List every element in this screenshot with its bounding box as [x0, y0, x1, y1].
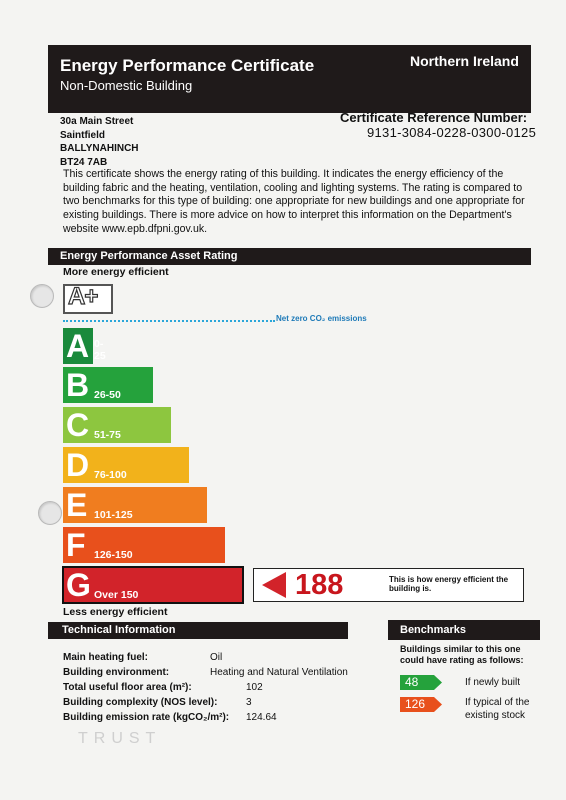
- benchmark-label: If newly built: [465, 677, 521, 688]
- band-range: 101-125: [94, 509, 133, 521]
- band-range: 51-75: [94, 429, 121, 441]
- building-address: [60, 115, 139, 169]
- technical-value: Heating and Natural Ventilation: [210, 667, 348, 678]
- technical-label: Total useful floor area (m²):: [63, 682, 192, 693]
- technical-label: Building environment:: [63, 667, 170, 678]
- address-line: BALLYNAHINCH: [60, 143, 139, 154]
- benchmark-label: If typical of the existing stock: [465, 697, 530, 721]
- band-a: [63, 328, 106, 364]
- band-letter: B: [66, 367, 90, 403]
- band-f: [63, 527, 225, 563]
- benchmark-new-chip: [400, 675, 442, 690]
- region-label: Northern Ireland: [410, 53, 519, 69]
- technical-value: 3: [246, 697, 252, 708]
- benchmarks-section-header: Benchmarks: [388, 620, 540, 640]
- aplus-label: A+: [68, 283, 98, 310]
- band-g: [63, 567, 243, 603]
- rating-section-header: Energy Performance Asset Rating: [48, 248, 531, 265]
- band-letter: C: [66, 407, 90, 443]
- more-efficient-label: More energy efficient: [63, 266, 169, 278]
- band-e: [63, 487, 207, 523]
- band-range: 0-25: [94, 338, 106, 362]
- reference-number: 9131-3084-0228-0300-0125: [367, 125, 537, 140]
- reference-label: Certificate Reference Number:: [340, 110, 528, 125]
- address-line: Saintfield: [60, 129, 106, 141]
- building-type: Non-Domestic Building: [60, 78, 193, 93]
- intro-paragraph: This certificate shows the energy rating of this building. It indicates the energy efficiency of the building fabric and the heating, ventilation, cooling and lighting systems. The rating is compared to two benchmarks for this type of building: one appropriate for new buildings and one appropriate for existing buildings. There is more advice on how to interpret this information on the Department's website www.epb.dfpni.gov.uk.: [63, 168, 525, 235]
- technical-value: Oil: [210, 652, 223, 663]
- band-c: [63, 407, 171, 443]
- watermark-text: TRUST: [78, 730, 162, 747]
- band-range: 26-50: [94, 389, 121, 401]
- technical-label: Main heating fuel:: [63, 652, 148, 663]
- address-line: 30a Main Street: [60, 116, 134, 127]
- current-rating-value: 188: [295, 569, 344, 601]
- band-letter: G: [66, 567, 91, 603]
- current-rating-arrow-icon: [262, 572, 286, 598]
- band-range: 126-150: [94, 549, 133, 561]
- technical-value: 102: [246, 682, 263, 693]
- benchmark-typical-chip: [400, 697, 442, 712]
- benchmarks-description: Buildings similar to this one could have rating as follows:: [400, 644, 524, 665]
- technical-label: Building complexity (NOS level):: [63, 697, 218, 708]
- technical-value: 124.64: [246, 712, 277, 723]
- technical-label: Building emission rate (kgCO₂/m²):: [63, 712, 230, 723]
- band-b: [63, 367, 153, 403]
- benchmark-value: 126: [405, 697, 426, 711]
- band-range: 76-100: [94, 469, 127, 481]
- punch-hole-bottom: [38, 501, 62, 525]
- band-letter: A: [66, 328, 90, 364]
- band-letter: D: [66, 447, 90, 483]
- technical-section-header: Technical Information: [48, 622, 348, 639]
- address-line: BT24 7AB: [60, 156, 108, 168]
- current-rating-description: This is how energy efficient the building is.: [389, 575, 509, 593]
- less-efficient-label: Less energy efficient: [63, 606, 168, 618]
- benchmark-value: 48: [405, 675, 419, 689]
- band-letter: E: [66, 487, 88, 523]
- band-letter: F: [66, 527, 86, 563]
- certificate-title: Energy Performance Certificate: [60, 56, 315, 75]
- band-d: [63, 447, 189, 483]
- punch-hole-top: [30, 284, 54, 308]
- net-zero-line: [63, 320, 275, 322]
- band-range: Over 150: [94, 589, 139, 601]
- net-zero-label: Net zero CO₂ emissions: [276, 314, 367, 323]
